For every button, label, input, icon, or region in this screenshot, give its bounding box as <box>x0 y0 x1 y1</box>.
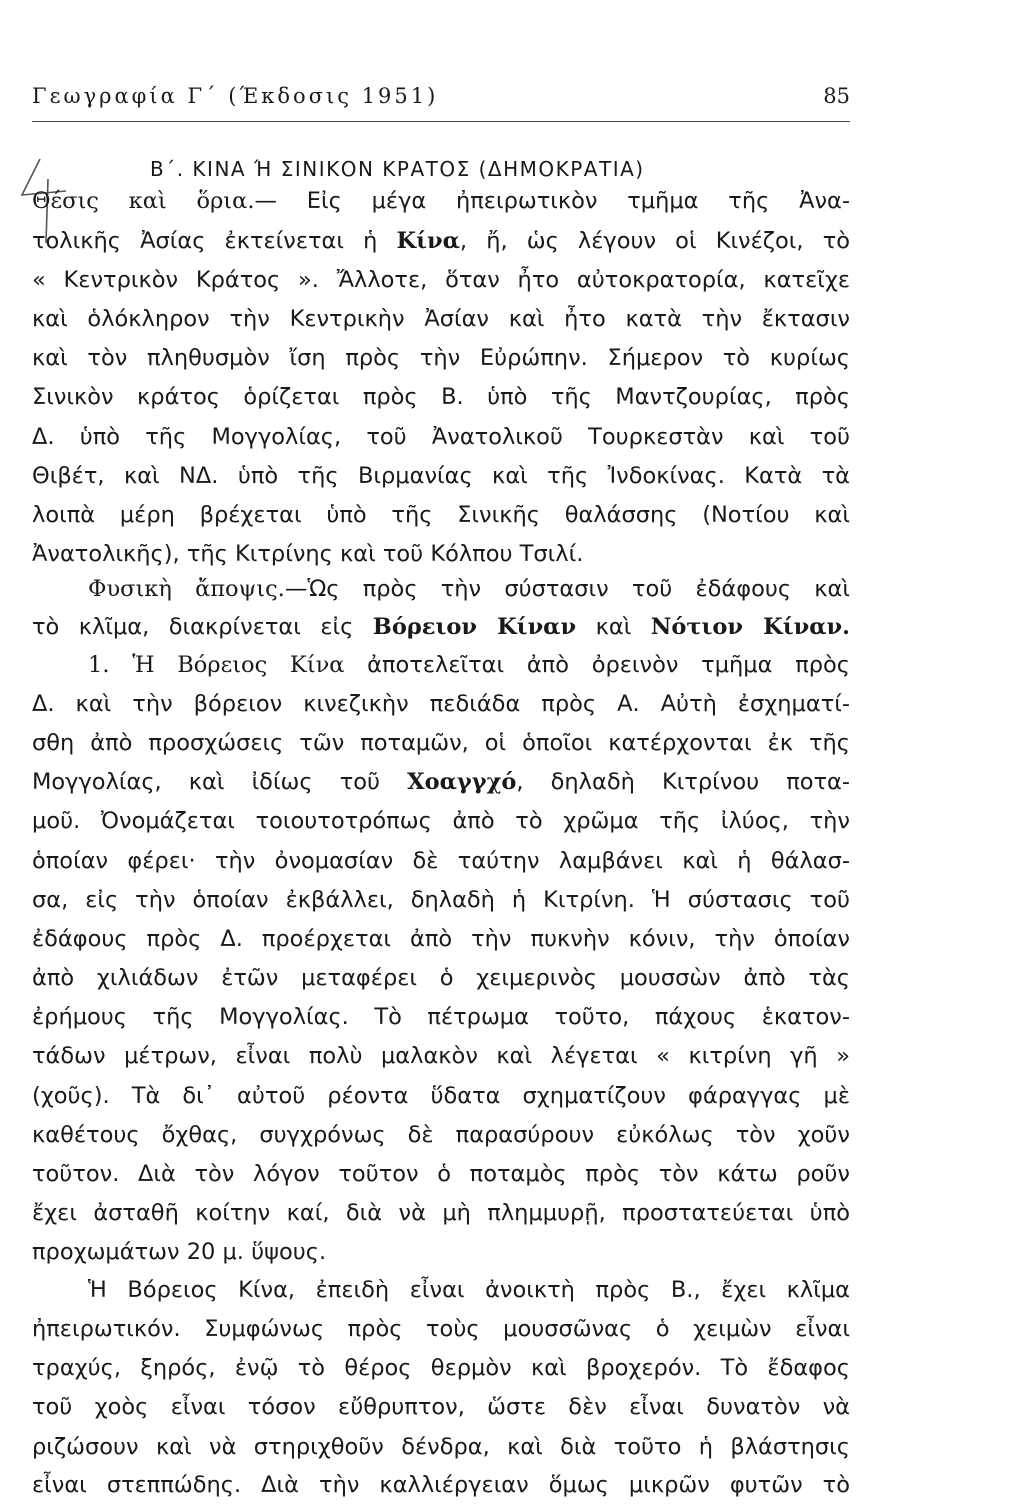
text-run: ἐρήμους τῆς Μογγολίας. Τὸ πέτρωμα τοῦτο, πάχους ἑκατον- <box>32 1004 850 1030</box>
text-line <box>32 763 850 801</box>
text-line <box>32 685 850 723</box>
text-run: σθη ἀπὸ προσχώσεις τῶν ποταμῶν, οἱ ὁποῖοι κατέρχονται ἐκ τῆς <box>32 730 850 756</box>
text-line <box>32 998 850 1036</box>
section-heading: Β΄. ΚΙΝΑ Ή ΣΙΝΙΚΟΝ ΚΡΑΤΟΣ (ΔΗΜΟΚΡΑΤΙΑ) <box>150 157 645 181</box>
text-run: Δ. καὶ τὴν βόρειον κινεζικὴν πεδιάδα πρὸς Α. Αὐτὴ ἐσχηματί- <box>32 691 850 717</box>
text-run: (χοῦς). Τὰ δι᾿ αὐτοῦ ρέοντα ὕδατα σχηματίζουν φάραγγας μὲ <box>32 1083 850 1109</box>
text-line <box>32 1194 850 1232</box>
text-run: τάδων μέτρων, εἶναι πολὺ μαλακὸν καὶ λέγεται « κιτρίνη γῆ » <box>32 1043 850 1069</box>
text-run: Θιβέτ, καὶ ΝΔ. ὑπὸ τῆς Βιρμανίας καὶ τῆς Ἰνδοκίνας. Κατὰ τὰ <box>32 463 850 489</box>
text-line <box>32 1310 850 1348</box>
text-run: Σινικὸν κράτος ὁρίζεται πρὸς Β. ὑπὸ τῆς Μαντζουρίας, πρὸς <box>32 384 850 410</box>
text-run: προχωμάτων 20 μ. ὕψους. <box>32 1239 327 1265</box>
text-run: καὶ ὁλόκληρον τὴν Κεντρικὴν Ἀσίαν καὶ ἦτο κατὰ τὴν ἔκτασιν <box>32 306 850 332</box>
text-run: Μογγολίας, καὶ ἰδίως τοῦ <box>32 769 408 795</box>
bold-term: Κίνα <box>396 228 460 254</box>
text-line <box>32 418 850 456</box>
text-line <box>88 570 850 608</box>
text-line <box>32 222 850 260</box>
text-run: ἀποτελεῖται ἀπὸ ὀρεινὸν τμῆμα πρὸς <box>344 652 850 678</box>
text-run: Ἀνατολικῆς), τῆς Κιτρίνης καὶ τοῦ Κόλπου Τσιλί. <box>32 541 584 567</box>
subsection-heading: 1. Ἡ Βόρειος Κίνα <box>88 652 345 678</box>
bold-term: Νότιον Κίναν. <box>650 614 850 640</box>
text-run: ἠπειρωτικόν. Συμφώνως πρὸς τοὺς μουσσῶνας ὁ χειμὼν εἶναι <box>32 1316 850 1342</box>
text-line <box>32 1466 850 1504</box>
text-line <box>32 802 850 840</box>
text-run: μοῦ. Ὀνομάζεται τοιουτοτρόπως ἀπὸ τὸ χρῶμα τῆς ἰλύος, τὴν <box>32 808 850 834</box>
text-line <box>32 1233 850 1271</box>
header-rule <box>32 121 850 122</box>
text-line <box>32 535 850 573</box>
text-line <box>32 496 850 534</box>
text-line <box>32 920 850 958</box>
text-line <box>32 1077 850 1115</box>
text-line <box>88 1271 850 1309</box>
subsection-heading: Θέσις καὶ ὅρια. <box>32 188 255 214</box>
text-run: ὁποίαν φέρει· τὴν ὀνομασίαν δὲ ταύτην λαμβάνει καὶ ἡ θάλασ- <box>32 848 850 874</box>
running-title: Γεωγραφία Γ΄ (Έκδοσις 1951) <box>32 84 439 108</box>
text-run: εἶναι στεππώδης. Διὰ τὴν καλλιέργειαν ὅμως μικρῶν φυτῶν τὸ <box>32 1472 850 1498</box>
text-line <box>32 1388 850 1426</box>
text-line <box>32 378 850 416</box>
text-run: τολικῆς Ἀσίας ἐκτείνεται ἡ <box>32 228 397 254</box>
text-run: ριζώσουν καὶ νὰ στηριχθοῦν δένδρα, καὶ διὰ τοῦτο ἡ βλάστησις <box>32 1434 850 1460</box>
text-line <box>32 724 850 762</box>
text-run: Ἡ Βόρειος Κίνα, ἐπειδὴ εἶναι ἀνοικτὴ πρὸς Β., ἔχει κλῖμα <box>88 1277 850 1303</box>
text-run: , ἤ, ὡς λέγουν οἱ Κινέζοι, τὸ <box>459 228 851 254</box>
page-header <box>32 84 850 120</box>
text-run: σα, εἰς τὴν ὁποίαν ἐκβάλλει, δηλαδὴ ἡ Κιτρίνη. Ἡ σύστασις τοῦ <box>32 887 850 913</box>
text-run: —Ὡς πρὸς τὴν σύστασιν τοῦ ἐδάφους καὶ <box>284 576 850 602</box>
text-run: καὶ <box>576 614 651 640</box>
subsection-heading: Φυσικὴ ἄποψις. <box>88 576 285 602</box>
text-run: τὸ κλῖμα, διακρίνεται εἰς <box>32 614 373 640</box>
text-line <box>32 261 850 299</box>
text-run: τοῦ χοὸς εἶναι τόσον εὔθρυπτον, ὥστε δὲν εἶναι δυνατὸν νὰ <box>32 1394 850 1420</box>
text-run: καὶ τὸν πληθυσμὸν ἴση πρὸς τὴν Εὐρώπην. Σήμερον τὸ κυρίως <box>32 345 850 371</box>
text-line <box>32 1116 850 1154</box>
text-line <box>32 457 850 495</box>
page-number: 85 <box>823 84 850 108</box>
bold-term: Βόρειον Κίναν <box>372 614 577 640</box>
text-run: τραχύς, ξηρός, ἐνῷ τὸ θέρος θερμὸν καὶ βροχερόν. Τὸ ἔδαφος <box>32 1355 850 1381</box>
text-run: λοιπὰ μέρη βρέχεται ὑπὸ τῆς Σινικῆς θαλάσσης (Νοτίου καὶ <box>32 502 850 528</box>
text-run: ἀπὸ χιλιάδων ἐτῶν μεταφέρει ὁ χειμερινὸς μουσσὼν ἀπὸ τὰς <box>32 965 850 991</box>
text-line <box>32 1349 850 1387</box>
text-line <box>32 300 850 338</box>
text-line <box>32 182 850 220</box>
bold-term: Χοαγγχό <box>407 769 517 795</box>
text-run: καθέτους ὄχθας, συγχρόνως δὲ παρασύρουν εὐκόλως τὸν χοῦν <box>32 1122 850 1148</box>
text-run: « Κεντρικὸν Κράτος ». Ἄλλοτε, ὅταν ἦτο αὐτοκρατορία, κατεῖχε <box>32 267 850 293</box>
text-run: , δηλαδὴ Κιτρίνου ποτα- <box>516 769 851 795</box>
text-line <box>32 881 850 919</box>
text-line <box>32 959 850 997</box>
text-run: τοῦτον. Διὰ τὸν λόγον τοῦτον ὁ ποταμὸς πρὸς τὸν κάτω ροῦν <box>32 1161 850 1187</box>
text-run: Δ. ὑπὸ τῆς Μογγολίας, τοῦ Ἀνατολικοῦ Τουρκεστὰν καὶ τοῦ <box>32 424 850 450</box>
text-run: ἐδάφους πρὸς Δ. προέρχεται ἀπὸ τὴν πυκνὴν κόνιν, τὴν ὁποίαν <box>32 926 850 952</box>
text-run: ἔχει ἀσταθῆ κοίτην καί, διὰ νὰ μὴ πλημμυρῇ, προστατεύεται ὑπὸ <box>32 1200 850 1226</box>
text-run: — Εἰς μέγα ἠπειρωτικὸν τμῆμα τῆς Ἀνα- <box>254 188 850 214</box>
text-line <box>32 1155 850 1193</box>
text-line <box>32 339 850 377</box>
text-line <box>88 646 850 684</box>
text-line <box>32 608 850 646</box>
text-line <box>32 1037 850 1075</box>
text-line <box>32 842 850 880</box>
text-line <box>32 1428 850 1466</box>
